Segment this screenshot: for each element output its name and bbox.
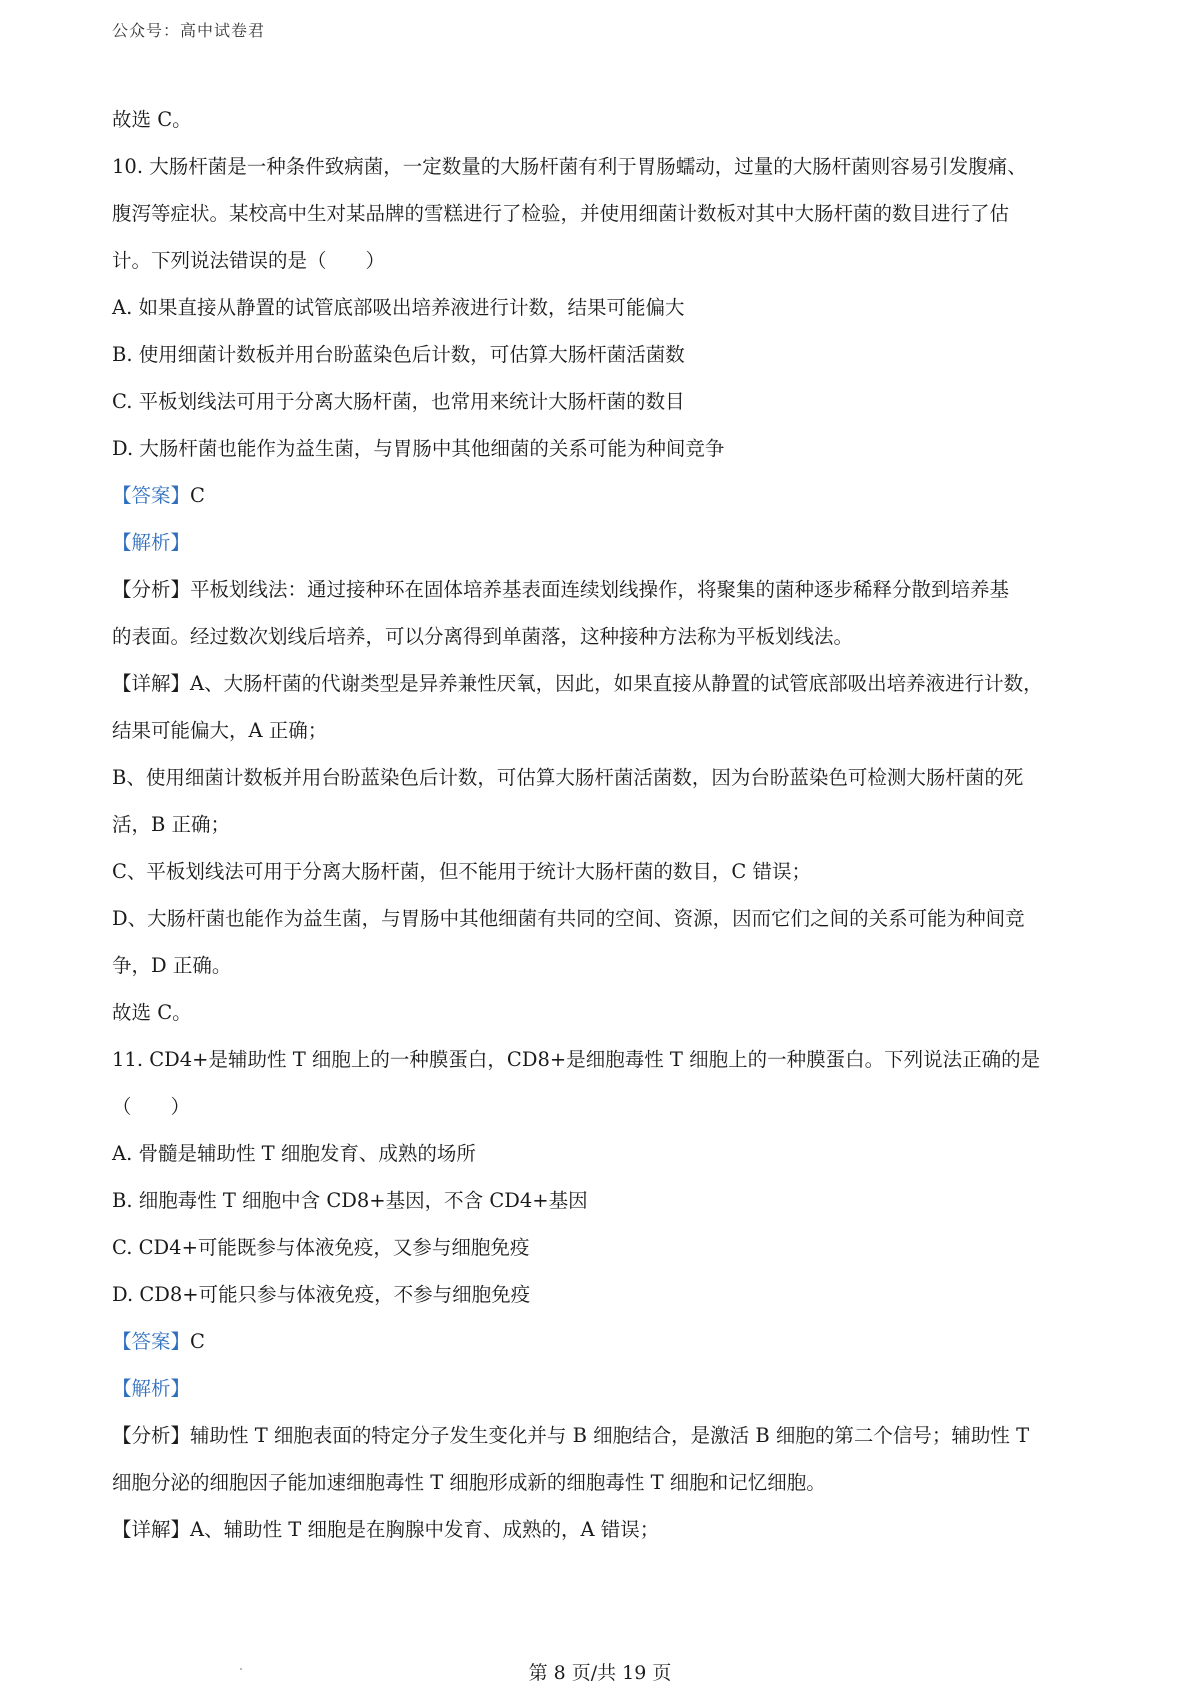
q10-xiangjie-line: 争，D 正确。 bbox=[112, 954, 232, 977]
fenxi-tag: 【分析】 bbox=[112, 578, 191, 601]
fenxi-tag: 【分析】 bbox=[112, 1424, 191, 1447]
q10-stem-line: 10. 大肠杆菌是一种条件致病菌，一定数量的大肠杆菌有利于胃肠蠕动，过量的大肠杆菌则容易引发腹痛、 bbox=[112, 155, 1027, 178]
q10-answer bbox=[112, 472, 1102, 519]
page-footer: 第 8 页/共 19 页 bbox=[528, 1662, 672, 1684]
q10-stem-line: 计。下列说法错误的是（ ） bbox=[112, 249, 386, 272]
xiangjie-tag: 【详解】 bbox=[112, 1518, 191, 1541]
q11-xiangjie-line bbox=[112, 1506, 1102, 1553]
q10-option-b: B. 使用细菌计数板并用台盼蓝染色后计数，可估算大肠杆菌活菌数 bbox=[112, 343, 685, 366]
q11-stem-line: 11. CD4+是辅助性 T 细胞上的一种膜蛋白，CD8+是细胞毒性 T 细胞上的一种膜蛋白。下列说法正确的是 bbox=[112, 1048, 1041, 1071]
question-11 bbox=[112, 1036, 1102, 1553]
fenxi-text: 辅助性 T 细胞表面的特定分子发生变化并与 B 细胞结合，是激活 B 细胞的第二个信号；辅助性 T bbox=[190, 1424, 1030, 1447]
q10-xiangjie-line: D、大肠杆菌也能作为益生菌，与胃肠中其他细菌有共同的空间、资源，因而它们之间的关系可能为种间竞 bbox=[112, 907, 1025, 930]
question-10 bbox=[112, 143, 1102, 1036]
q11-option-c: C. CD4+可能既参与体液免疫，又参与细胞免疫 bbox=[112, 1236, 530, 1259]
q10-xiangjie-line: 活，B 正确； bbox=[112, 813, 231, 836]
xiangjie-tag: 【详解】 bbox=[112, 672, 191, 695]
answer-value: C bbox=[190, 484, 205, 507]
q10-stem-line: 腹泻等症状。某校高中生对某品牌的雪糕进行了检验，并使用细菌计数板对其中大肠杆菌的数目进行了估 bbox=[112, 202, 1010, 225]
q11-stem-line: （ ） bbox=[112, 1095, 191, 1118]
q10-xiangjie-line: C、平板划线法可用于分离大肠杆菌，但不能用于统计大肠杆菌的数目，C 错误； bbox=[112, 860, 812, 883]
xiangjie-text: A、大肠杆菌的代谢类型是异养兼性厌氧，因此，如果直接从静置的试管底部吸出培养液进行计数， bbox=[190, 672, 1043, 695]
q10-analysis-heading bbox=[112, 519, 1102, 566]
q10-fenxi-line: 的表面。经过数次划线后培养，可以分离得到单菌落，这种接种方法称为平板划线法。 bbox=[112, 625, 854, 648]
q11-option-a: A. 骨髓是辅助性 T 细胞发育、成熟的场所 bbox=[112, 1142, 476, 1165]
q10-xiangjie-line: B、使用细菌计数板并用台盼蓝染色后计数，可估算大肠杆菌活菌数，因为台盼蓝染色可检测大肠杆菌的死 bbox=[112, 766, 1024, 789]
answer-value: C bbox=[190, 1330, 205, 1353]
q10-xiangjie-line: 结果可能偏大，A 正确； bbox=[112, 719, 328, 742]
q11-option-b: B. 细胞毒性 T 细胞中含 CD8+基因，不含 CD4+基因 bbox=[112, 1189, 588, 1212]
q11-fenxi-line bbox=[112, 1412, 1102, 1459]
q10-fenxi-line bbox=[112, 566, 1102, 613]
q10-xiangjie-line bbox=[112, 660, 1102, 707]
q10-option-c: C. 平板划线法可用于分离大肠杆菌，也常用来统计大肠杆菌的数目 bbox=[112, 390, 685, 413]
q10-option-d: D. 大肠杆菌也能作为益生菌，与胃肠中其他细菌的关系可能为种间竞争 bbox=[112, 437, 725, 460]
prev-conclusion: 故选 C。 bbox=[112, 108, 192, 131]
page-header: 公众号：高中试卷君 bbox=[112, 21, 266, 40]
q11-option-d: D. CD8+可能只参与体液免疫，不参与细胞免疫 bbox=[112, 1283, 531, 1306]
q11-fenxi-line: 细胞分泌的细胞因子能加速细胞毒性 T 细胞形成新的细胞毒性 T 细胞和记忆细胞。 bbox=[112, 1471, 826, 1494]
fenxi-text: 平板划线法：通过接种环在固体培养基表面连续划线操作，将聚集的菌种逐步稀释分散到培养基 bbox=[190, 578, 1010, 601]
q10-conclusion: 故选 C。 bbox=[112, 1001, 192, 1024]
q10-option-a: A. 如果直接从静置的试管底部吸出培养液进行计数，结果可能偏大 bbox=[112, 296, 685, 319]
xiangjie-text: A、辅助性 T 细胞是在胸腺中发育、成熟的，A 错误； bbox=[190, 1518, 660, 1541]
q11-answer bbox=[112, 1318, 1102, 1365]
answer-tag: 【答案】 bbox=[112, 1330, 191, 1353]
analysis-tag: 【解析】 bbox=[112, 531, 191, 554]
q11-analysis-heading bbox=[112, 1365, 1102, 1412]
page-content bbox=[112, 96, 1102, 1553]
answer-tag: 【答案】 bbox=[112, 484, 191, 507]
analysis-tag: 【解析】 bbox=[112, 1377, 191, 1400]
